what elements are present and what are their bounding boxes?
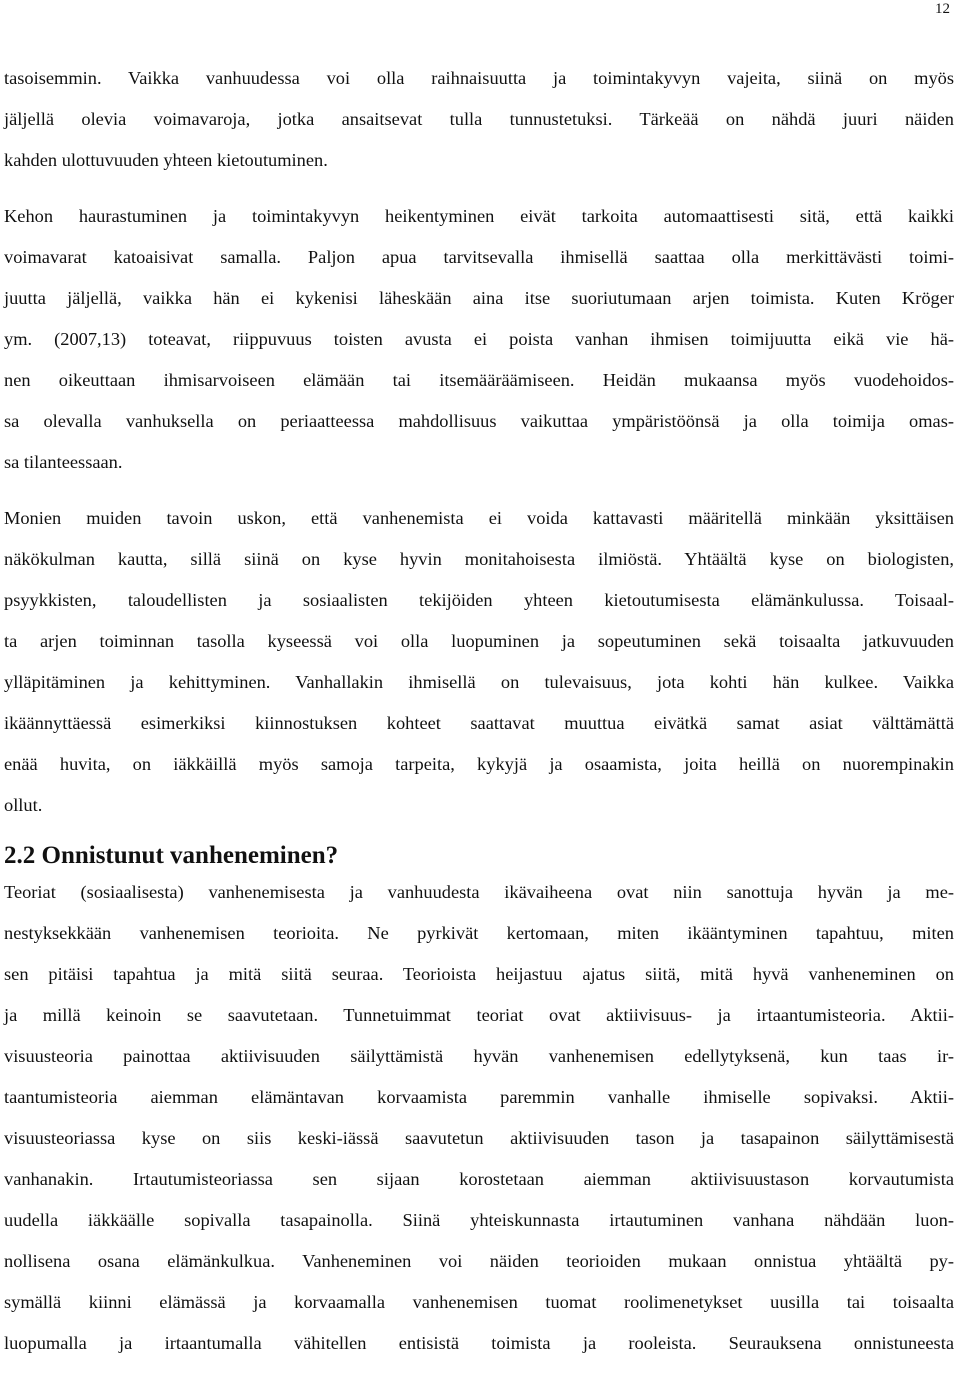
text-line: Monien muiden tavoin uskon, että vanhenemista ei voida kattavasti määritellä minkään yksittäisen [4, 508, 954, 528]
text-line: enää huvita, on iäkkäillä myös samoja tarpeita, kykyjä ja osaamista, joita heillä on nuorempinakin [4, 754, 954, 774]
text-line: sen pitäisi tapahtua ja mitä siitä seuraa. Teorioista heijastuu ajatus siitä, mitä hyvä vanheneminen on [4, 964, 954, 984]
text-line: näkökulman kautta, sillä siinä on kyse hyvin monitahoisesta ilmiöstä. Yhtäältä kyse on biologisten, [4, 549, 954, 569]
text-line: ollut. [4, 795, 43, 815]
text-line: luopumalla ja irtaantumalla vähitellen entisistä toimista ja rooleista. Seurauksena onnistuneesta [4, 1333, 954, 1353]
text-line: nollisena osana elämänkulkua. Vanheneminen voi näiden teorioiden mukaan onnistua yhtäältä py- [4, 1251, 954, 1271]
text-line: psyykkisten, taloudellisten ja sosiaalisten tekijöiden yhteen kietoutumisesta elämänkulussa. Toisaal- [4, 590, 954, 610]
text-line: ja millä keinoin se saavutetaan. Tunnetuimmat teoriat ovat aktiivisuus- ja irtaantumisteoria. Aktii- [4, 1005, 954, 1025]
paragraph [4, 196, 954, 483]
text-line: ta arjen toiminnan tasolla kyseessä voi olla luopuminen ja sopeutuminen sekä toisaalta jatkuvuuden [4, 631, 954, 651]
text-line: sa olevalla vanhuksella on periaatteessa mahdollisuus vaikuttaa ympäristöönsä ja olla toimija omas- [4, 411, 954, 431]
text-line: taantumisteoria aiemman elämäntavan korvaamista paremmin vanhalle ihmiselle sopivaksi. Aktii- [4, 1087, 954, 1107]
document-body [4, 58, 954, 1364]
text-line: uudella iäkkäälle sopivalla tasapainolla. Siinä yhteiskunnasta irtautuminen vanhana nähdään luon- [4, 1210, 954, 1230]
paragraph [4, 498, 954, 826]
text-line: visuusteoria painottaa aktiivisuuden säilyttämistä hyvän vanhenemisen edellytyksenä, kun taas ir- [4, 1046, 954, 1066]
text-line: Teoriat (sosiaalisesta) vanhenemisesta ja vanhuudesta ikävaiheena ovat niin sanottuja hyvän ja me- [4, 882, 954, 902]
text-line: ikäännyttäessä esimerkiksi kiinnostuksen kohteet saattavat muuttua eivätkä samat asiat välttämättä [4, 713, 954, 733]
text-line: nestyksekkään vanhenemisen teorioita. Ne pyrkivät kertomaan, miten ikääntyminen tapahtuu, miten [4, 923, 954, 943]
text-line: voimavarat katoaisivat samalla. Paljon apua tarvitsevalla ihmisellä saattaa olla merkittävästi toimi- [4, 247, 954, 267]
paragraph [4, 872, 954, 1364]
text-line: nen oikeuttaan ihmisarvoiseen elämään tai itsemääräämiseen. Heidän mukaansa myös vuodehoidos- [4, 370, 954, 390]
text-line: sa tilanteessaan. [4, 452, 123, 472]
paragraph [4, 58, 954, 181]
text-line: symällä kiinni elämässä ja korvaamalla vanhenemisen tuomat roolimenetykset uusilla tai toisaalta [4, 1292, 954, 1312]
text-line: juutta jäljellä, vaikka hän ei kykenisi läheskään aina itse suoriutumaan arjen toimista. Kuten Kröger [4, 288, 954, 308]
section-heading: 2.2 Onnistunut vanheneminen? [4, 842, 339, 869]
page-number: 12 [935, 1, 950, 17]
text-line: kahden ulottuvuuden yhteen kietoutuminen. [4, 150, 328, 170]
text-line: tasoisemmin. Vaikka vanhuudessa voi olla raihnaisuutta ja toimintakyvyn vajeita, siinä on myös [4, 68, 954, 88]
text-line: ylläpitäminen ja kehittyminen. Vanhallakin ihmisellä on tulevaisuus, jota kohti hän kulkee. Vaikka [4, 672, 954, 692]
text-line: ym. (2007,13) toteavat, riippuvuus toisten avusta ei poista vanhan ihmisen toimijuutta eikä vie hä- [4, 329, 954, 349]
text-line: vanhanakin. Irtautumisteoriassa sen sijaan korostetaan aiemman aktiivisuustason korvautumista [4, 1169, 954, 1189]
text-line: Kehon haurastuminen ja toimintakyvyn heikentyminen eivät tarkoita automaattisesti sitä, että kaikki [4, 206, 954, 226]
text-line: jäljellä olevia voimavaroja, jotka ansaitsevat tulla tunnustetuksi. Tärkeää on nähdä juuri näiden [4, 109, 954, 129]
text-line: visuusteoriassa kyse on siis keski-iässä saavutetun aktiivisuuden tason ja tasapainon säilyttämisestä [4, 1128, 954, 1148]
